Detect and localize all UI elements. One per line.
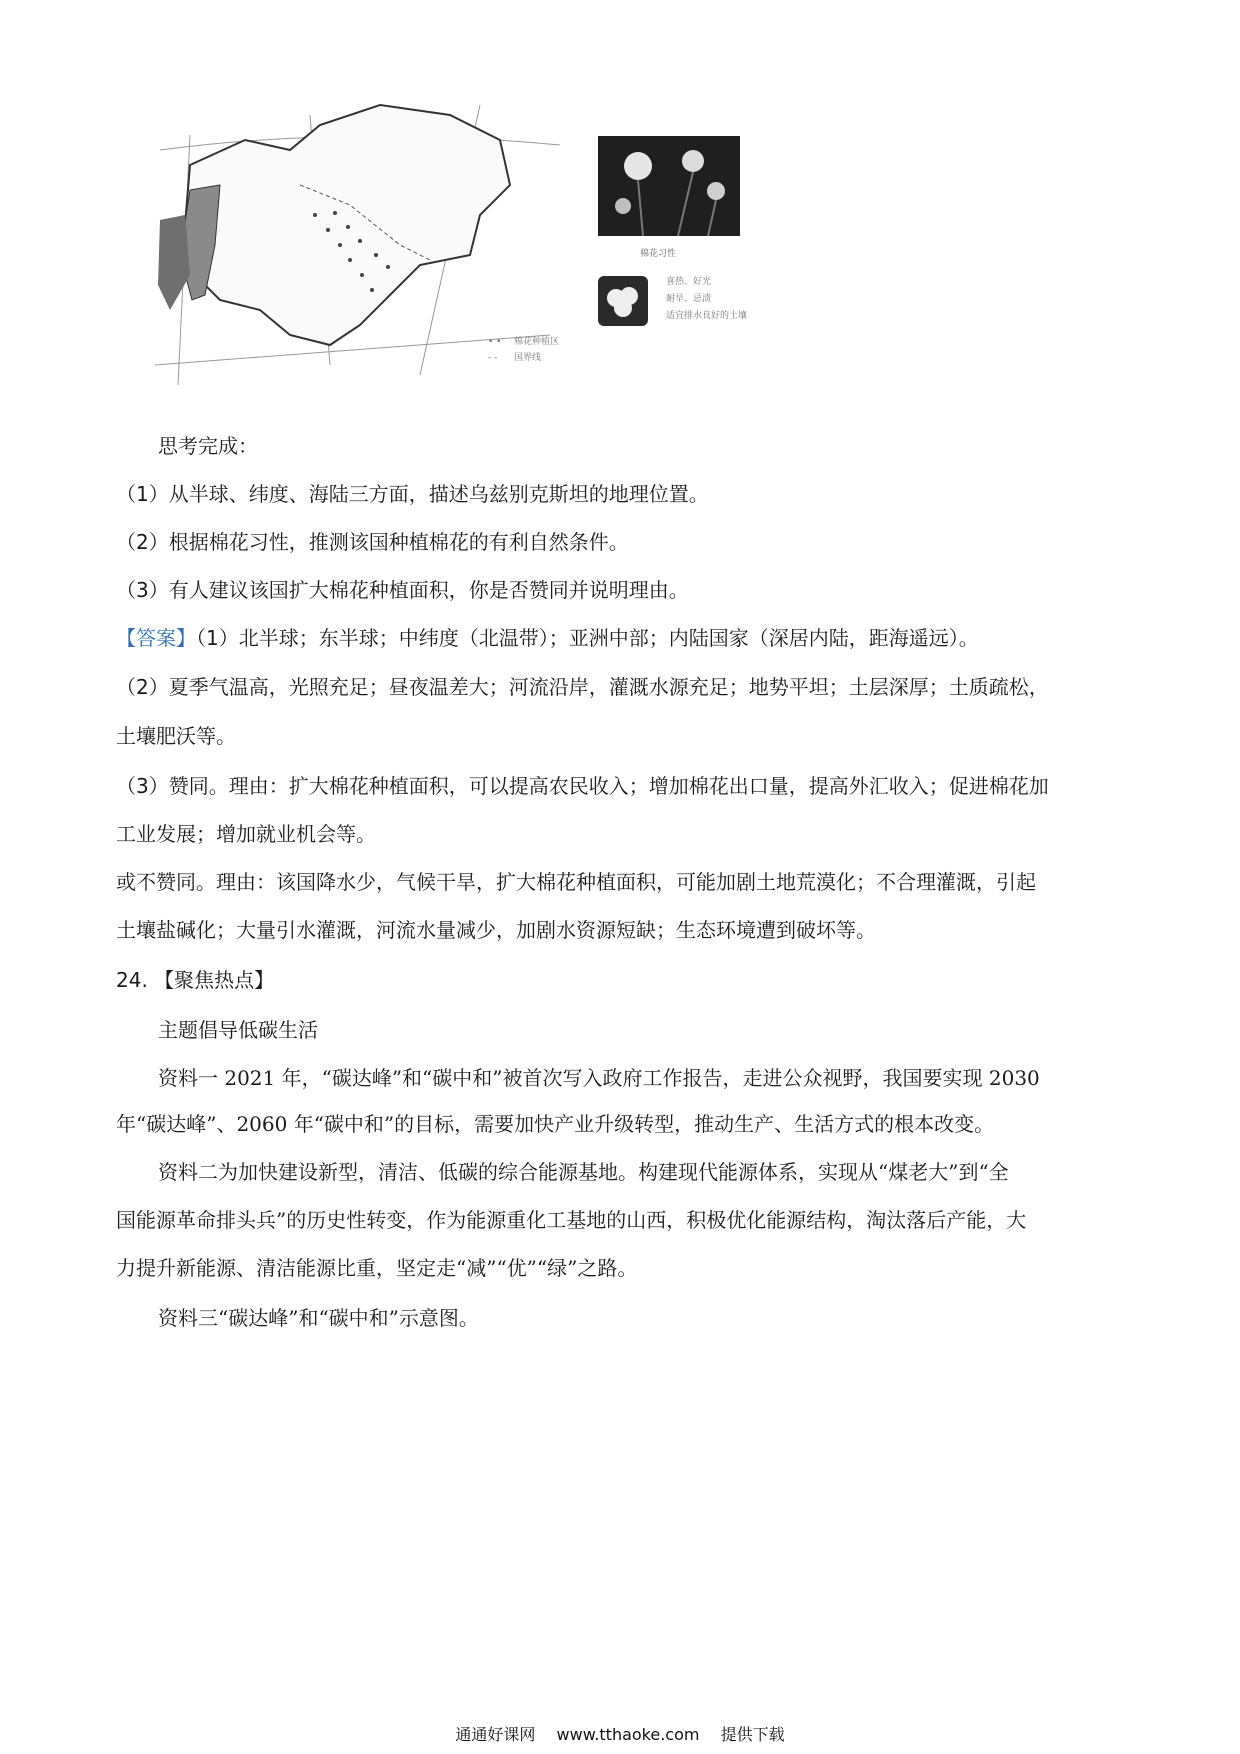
answer-line-1 bbox=[116, 624, 979, 652]
habit-line: 适宜排水良好的土壤 bbox=[666, 311, 748, 321]
map-legend bbox=[488, 334, 559, 366]
answer-line-2: （2）夏季气温高，光照充足；昼夜温差大；河流沿岸，灌溉水源充足；地势平坦；土层深厚；土质疏松， bbox=[116, 675, 1049, 699]
material-1-line-1: 资料一 2021 年，“碳达峰”和“碳中和”被首次写入政府工作报告，走进公众视野，我国要实现 2030 bbox=[158, 1066, 1040, 1090]
material-2-line-2: 国能源革命排头兵”的历史性转变，作为能源重化工基地的山西，积极优化能源结构，淘汰落后产能，大 bbox=[116, 1208, 1027, 1232]
cotton-boll-icon bbox=[598, 276, 648, 326]
legend-label: 棉花种植区 bbox=[514, 337, 560, 347]
cotton-photo bbox=[598, 136, 740, 236]
answer-text: （1）北半球；东半球；中纬度（北温带）；亚洲中部；内陆国家（深居内陆，距海遥远）。 bbox=[196, 626, 979, 650]
footer-note: 提供下载 bbox=[720, 1725, 785, 1744]
q23-question-1: （1）从半球、纬度、海陆三方面，描述乌兹别克斯坦的地理位置。 bbox=[116, 482, 709, 506]
q24-heading: 24. 【聚焦热点】 bbox=[116, 968, 275, 992]
q23-intro: 思考完成： bbox=[158, 434, 258, 458]
q23-question-2: （2）根据棉花习性，推测该国种植棉花的有利自然条件。 bbox=[116, 530, 629, 554]
cotton-plant-image bbox=[598, 136, 740, 236]
footer-url-link[interactable]: www.tthaoke.com bbox=[556, 1725, 700, 1744]
answer-line-6: 或不赞同。理由：该国降水少，气候干旱，扩大棉花种植面积，可能加剧土地荒漠化；不合理灌溉，引起 bbox=[116, 870, 1036, 894]
legend-dots-icon: • • bbox=[488, 337, 502, 347]
answer-tag: 【答案】 bbox=[116, 626, 196, 650]
habit-line: 耐旱、忌渍 bbox=[666, 294, 712, 304]
q23-question-3: （3）有人建议该国扩大棉花种植面积，你是否赞同并说明理由。 bbox=[116, 578, 689, 602]
answer-line-5: 工业发展；增加就业机会等。 bbox=[116, 822, 376, 846]
legend-dash-icon: - - bbox=[488, 353, 498, 363]
q24-theme: 主题倡导低碳生活 bbox=[158, 1018, 318, 1042]
legend-label: 国界线 bbox=[514, 353, 542, 363]
west-lake bbox=[158, 215, 190, 310]
habit-line: 喜热、好光 bbox=[666, 277, 712, 287]
page-footer bbox=[0, 1722, 1240, 1745]
country-outline bbox=[185, 105, 510, 345]
footer-site-name: 通通好课网 bbox=[455, 1725, 536, 1744]
answer-line-7: 土壤盐碱化；大量引水灌溉，河流水量减少，加剧水资源短缺；生态环境遭到破坏等。 bbox=[116, 918, 876, 942]
material-2-line-3: 力提升新能源、清洁能源比重，坚定走“减”“优”“绿”之路。 bbox=[116, 1256, 638, 1280]
material-2-line-1: 资料二为加快建设新型，清洁、低碳的综合能源基地。构建现代能源体系，实现从“煤老大”到“全 bbox=[158, 1160, 1009, 1184]
answer-line-3: 土壤肥沃等。 bbox=[116, 724, 236, 748]
material-3-line: 资料三“碳达峰”和“碳中和”示意图。 bbox=[158, 1306, 479, 1330]
photo-caption: 棉花习性 bbox=[640, 249, 677, 259]
cotton-habit-list bbox=[666, 274, 747, 325]
material-1-line-2: 年“碳达峰”、2060 年“碳中和”的目标，需要加快产业升级转型，推动生产、生活方式的根本改变。 bbox=[116, 1112, 995, 1136]
answer-line-4: （3）赞同。理由：扩大棉花种植面积，可以提高农民收入；增加棉花出口量，提高外汇收入；促进棉花加 bbox=[116, 774, 1049, 798]
